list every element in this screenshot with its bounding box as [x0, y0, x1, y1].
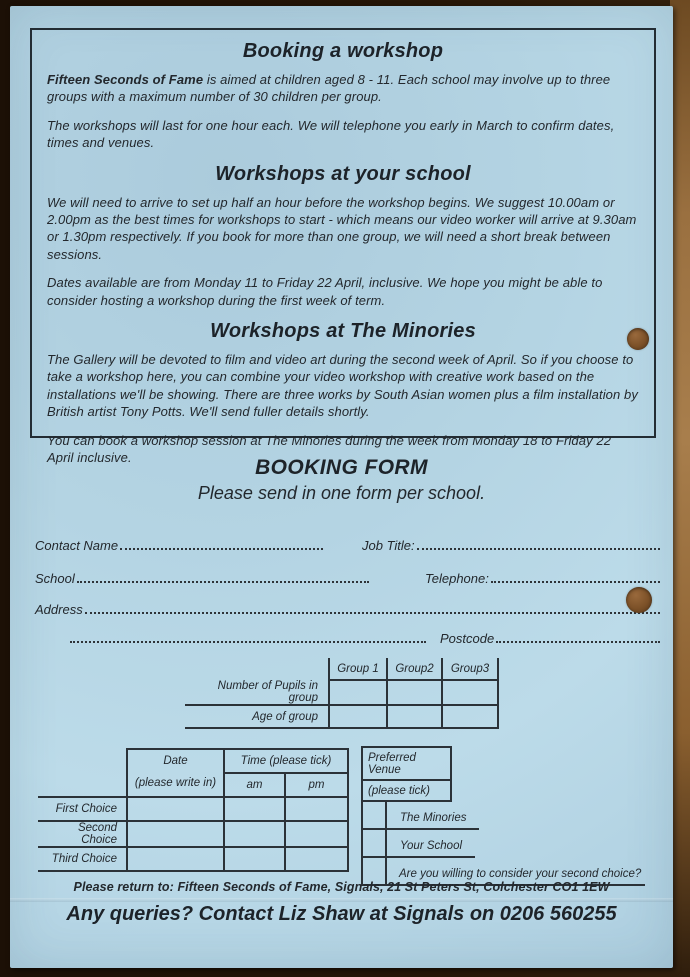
am-header: am [224, 773, 285, 797]
group1-header: Group 1 [329, 658, 387, 680]
table-row [185, 680, 498, 705]
time-column-header: Time (please tick) [224, 749, 348, 773]
third-choice-am-cell[interactable] [224, 847, 285, 871]
first-choice-am-cell[interactable] [224, 797, 285, 821]
second-choice-label: Second Choice [38, 821, 127, 847]
table-row [38, 749, 348, 773]
booking-form-title: BOOKING FORM [255, 456, 428, 479]
age-group2-cell[interactable] [387, 705, 442, 728]
job-title-row [362, 533, 660, 554]
date-header-text: Date [163, 755, 188, 768]
table-row [185, 658, 498, 680]
your-school-option-label: Your School [387, 840, 475, 858]
hole-punch-top [627, 328, 649, 350]
third-choice-label: Third Choice [38, 847, 127, 871]
duration-paragraph: The workshops will last for one hour each. We will telephone you early in March to confirm dates, times and venues. [47, 117, 615, 151]
booking-form-subtitle: Please send in one form per school. [197, 483, 486, 503]
minories-dates-paragraph: You can book a workshop session at The Minories during the week from Monday 18 to Friday 22 April inclusive. [47, 432, 612, 466]
second-choice-date-cell[interactable] [127, 821, 224, 847]
paper-sheet [10, 6, 673, 968]
venue-option-row [361, 830, 645, 858]
first-choice-date-cell[interactable] [127, 797, 224, 821]
pupils-row-label: Number of Pupils in group [185, 680, 329, 705]
group2-header: Group2 [387, 658, 442, 680]
queries-contact-line: Any queries? Contact Liz Shaw at Signals on 0206 560255 [66, 903, 617, 925]
telephone-field[interactable] [491, 581, 660, 583]
age-group3-cell[interactable] [442, 705, 498, 728]
address-field-line2[interactable] [70, 641, 426, 643]
address-field-line1[interactable] [85, 612, 660, 614]
address-label: Address [35, 602, 83, 617]
pupils-group3-cell[interactable] [442, 680, 498, 705]
table-row [38, 847, 348, 871]
postcode-row [440, 626, 660, 647]
table-row [38, 821, 348, 847]
school-field[interactable] [77, 581, 369, 583]
your-school-tick-box[interactable] [361, 830, 387, 858]
return-address-line: Please return to: Fifteen Seconds of Fame, Signals, 21 St Peters St, Colchester CO1 1EW [73, 880, 610, 894]
preferred-venue-subheader: (please tick) [361, 781, 452, 802]
section-title-workshops-at-the-minories: Workshops at The Minories [210, 320, 476, 343]
groups-table [185, 658, 499, 729]
contact-name-row [35, 533, 323, 554]
preferred-venue-section [361, 746, 645, 886]
first-choice-pm-cell[interactable] [285, 797, 348, 821]
age-group1-cell[interactable] [329, 705, 387, 728]
postcode-field[interactable] [496, 641, 660, 643]
pm-header: pm [285, 773, 348, 797]
age-row-label: Age of group [185, 705, 329, 728]
groups-table-corner [185, 658, 329, 680]
job-title-field[interactable] [417, 548, 660, 550]
first-choice-label: First Choice [38, 797, 127, 821]
setup-paragraph: We will need to arrive to set up half an hour before the workshop begins. We suggest 10.00am or 2.00pm as the best times for workshops to start - which means our video worker will arrive at 9.30am or 1.30pm respectively. If you book for more than one group, we will need a short break between sessions. [47, 194, 637, 262]
paper-crease [10, 898, 673, 902]
gallery-paragraph: The Gallery will be devoted to film and video art during the second week of April. So if you choose to take a workshop here, you can combine your video workshop with creative work based on the installations we'll be showing. There are three works by South Asian women plus a film installation by British artist Tony Potts. We'll send fuller details shortly. [47, 352, 638, 420]
pupils-group2-cell[interactable] [387, 680, 442, 705]
postcode-label: Postcode [440, 631, 495, 646]
contact-name-field[interactable] [120, 548, 323, 550]
second-choice-pm-cell[interactable] [285, 821, 348, 847]
info-box [30, 28, 656, 466]
table-surface-edge [670, 0, 690, 977]
booking-form-header [10, 456, 673, 504]
third-choice-pm-cell[interactable] [285, 847, 348, 871]
preferred-venue-header: Preferred Venue [361, 746, 452, 781]
third-choice-date-cell[interactable] [127, 847, 224, 871]
group3-header: Group3 [442, 658, 498, 680]
telephone-row [425, 566, 660, 587]
school-label: School [35, 571, 75, 586]
address-row-2 [70, 626, 426, 647]
dates-paragraph: Dates available are from Monday 11 to Friday 22 April, inclusive. We hope you might be able to consider hosting a workshop during the first week of term. [47, 275, 603, 308]
section-title-workshops-at-your-school: Workshops at your school [215, 162, 471, 185]
choices-table-spacer [38, 773, 127, 797]
venue-option-row [361, 802, 645, 830]
intro-paragraph [47, 71, 639, 106]
programme-name: Fifteen Seconds of Fame [47, 72, 204, 87]
table-row [38, 797, 348, 821]
date-column-header [127, 749, 224, 797]
job-title-label: Job Title: [362, 538, 415, 553]
table-row [185, 705, 498, 728]
minories-tick-box[interactable] [361, 802, 387, 830]
telephone-label: Telephone: [425, 571, 489, 586]
intro-paragraph-text: is aimed at children aged 8 - 11. Each school may involve up to three groups with a maximum number of 30 children per group. [47, 72, 611, 105]
pupils-group1-cell[interactable] [329, 680, 387, 705]
hole-punch-bottom [626, 587, 652, 613]
second-choice-am-cell[interactable] [224, 821, 285, 847]
choices-table [38, 748, 349, 872]
date-subheader-text: (please write in) [134, 777, 217, 789]
school-row [35, 566, 369, 587]
choices-table-corner [38, 749, 127, 773]
contact-name-label: Contact Name [35, 538, 119, 553]
address-row [35, 597, 660, 618]
section-title-booking-a-workshop: Booking a workshop [242, 40, 444, 62]
second-choice-question-label: Are you willing to consider your second choice? [387, 868, 645, 886]
minories-option-label: The Minories [387, 812, 479, 830]
